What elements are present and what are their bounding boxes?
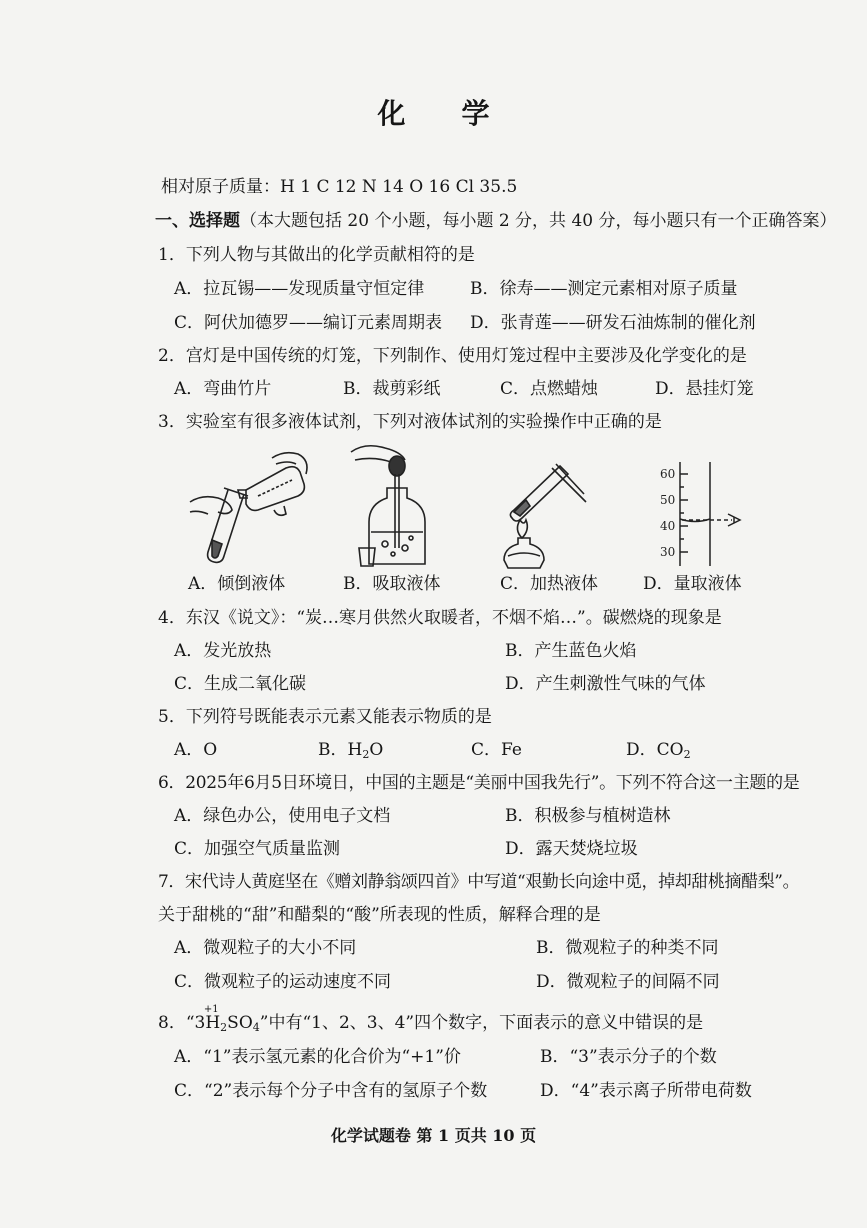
q8-charge-mark: +1 (203, 1004, 219, 1015)
q8-option-d: D．“4”表示离子所带电荷数 (540, 1081, 752, 1101)
q3-option-b: B．吸取液体 (343, 574, 441, 594)
q2-stem: 2．宫灯是中国传统的灯笼，下列制作、使用灯笼过程中主要涉及化学变化的是 (158, 346, 747, 366)
q2-option-b: B．裁剪彩纸 (343, 379, 441, 399)
q4-option-b: B．产生蓝色火焰 (505, 641, 637, 661)
q5-option-b (318, 739, 383, 766)
q7-option-d: D．微观粒子的间隔不同 (536, 972, 720, 992)
q1-option-c: C．阿伏加德罗——编订元素周期表 (174, 313, 443, 333)
q8-formula-sub1: 2 (220, 1021, 228, 1034)
q8-option-c: C．“2”表示每个分子中含有的氢原子个数 (174, 1081, 488, 1101)
q1-option-b: B．徐寿——测定元素相对原子质量 (470, 279, 738, 299)
q7-stem-line-1: 7．宋代诗人黄庭坚在《赠刘静翁颂四首》中写道“艰勤长向途中觅，掉却甜桃摘醋梨”。 (158, 872, 800, 892)
q6-stem: 6．2025年6月5日环境日，中国的主题是“美丽中国我先行”。下列不符合这一主题的是 (158, 773, 800, 793)
pouring-liquid-figure (188, 440, 318, 574)
atomic-masses: 相对原子质量：H 1 C 12 N 14 O 16 Cl 35.5 (161, 177, 518, 197)
q4-option-d: D．产生刺激性气味的气体 (505, 674, 706, 694)
cylinder-tick-40: 40 (660, 519, 676, 533)
q5-option-a: A．O (174, 740, 218, 760)
q2-option-c: C．点燃蜡烛 (500, 379, 599, 399)
q1-option-a: A．拉瓦锡——发现质量守恒定律 (174, 279, 425, 299)
q1-stem: 1．下列人物与其做出的化学贡献相符的是 (158, 245, 475, 265)
q8-formula-post: ” (259, 1013, 269, 1033)
q8-number: 8． (158, 1013, 186, 1033)
section-title: 一、选择题 (155, 211, 240, 231)
q7-option-b: B．微观粒子的种类不同 (536, 938, 719, 958)
cylinder-tick-50: 50 (660, 493, 676, 507)
dropper-figure (345, 440, 455, 576)
q2-option-d: D．悬挂灯笼 (655, 379, 754, 399)
cylinder-tick-60: 60 (660, 467, 676, 481)
q3-stem: 3．实验室有很多液体试剂，下列对液体试剂的实验操作中正确的是 (158, 412, 662, 432)
q8-stem-rest: 中有“1、2、3、4”四个数字，下面表示的意义中错误的是 (268, 1013, 704, 1033)
page-footer: 化学试题卷 第 1 页共 10 页 (330, 1126, 537, 1145)
q5-d-sub: 2 (683, 748, 691, 761)
q8-formula (185, 1004, 269, 1034)
page-title (0, 92, 867, 132)
q3-option-a: A．倾倒液体 (188, 574, 286, 594)
q7-option-a: A．微观粒子的大小不同 (174, 938, 357, 958)
q8-option-a: A．“1”表示氢元素的化合价为“+1”价 (174, 1047, 461, 1067)
q8-formula-sub2: 4 (252, 1021, 260, 1034)
q3-option-d: D．量取液体 (643, 574, 742, 594)
q4-option-c: C．生成二氧化碳 (174, 674, 307, 694)
dropper-icon (345, 440, 455, 572)
title-char-2: 学 (461, 97, 490, 130)
pouring-icon (188, 440, 318, 570)
cylinder-icon (640, 462, 750, 566)
q5-option-c: C．Fe (471, 740, 522, 760)
q6-option-d: D．露天焚烧垃圾 (505, 839, 638, 859)
q5-b-sub: 2 (362, 748, 370, 761)
q6-option-a: A．绿色办公，使用电子文档 (174, 806, 391, 826)
cylinder-tick-30: 30 (660, 545, 676, 559)
q3-option-c: C．加热液体 (500, 574, 599, 594)
q6-option-c: C．加强空气质量监测 (174, 839, 341, 859)
q5-option-d (626, 739, 691, 766)
measuring-cylinder-figure (640, 462, 750, 570)
q5-d-pre: D．CO (626, 740, 684, 760)
q7-stem-line-2: 关于甜桃的“甜”和醋梨的“酸”所表现的性质，解释合理的是 (158, 905, 601, 925)
q6-option-b: B．积极参与植树造林 (505, 806, 671, 826)
q5-b-post: O (369, 740, 384, 760)
heating-icon (500, 450, 590, 572)
q4-option-a: A．发光放热 (174, 641, 272, 661)
q8-stem (158, 1004, 704, 1039)
heating-figure (500, 450, 590, 576)
q8-formula-pre: “3H (185, 1013, 221, 1033)
q8-option-b: B．“3”表示分子的个数 (540, 1047, 717, 1067)
q8-formula-mid: SO (227, 1013, 253, 1033)
q1-option-d: D．张青莲——研发石油炼制的催化剂 (470, 313, 756, 333)
q2-option-a: A．弯曲竹片 (174, 379, 272, 399)
section-note: （本大题包括 20 个小题，每小题 2 分，共 40 分，每小题只有一个正确答案） (240, 211, 837, 231)
section-heading (155, 210, 837, 232)
q7-option-c: C．微观粒子的运动速度不同 (174, 972, 392, 992)
title-char-1: 化 (377, 97, 406, 130)
q4-stem: 4．东汉《说文》：“炭…寒月供然火取暖者，不烟不焰…”。碳燃烧的现象是 (158, 608, 722, 628)
q5-b-pre: B．H (318, 740, 363, 760)
q5-stem: 5．下列符号既能表示元素又能表示物质的是 (158, 707, 492, 727)
